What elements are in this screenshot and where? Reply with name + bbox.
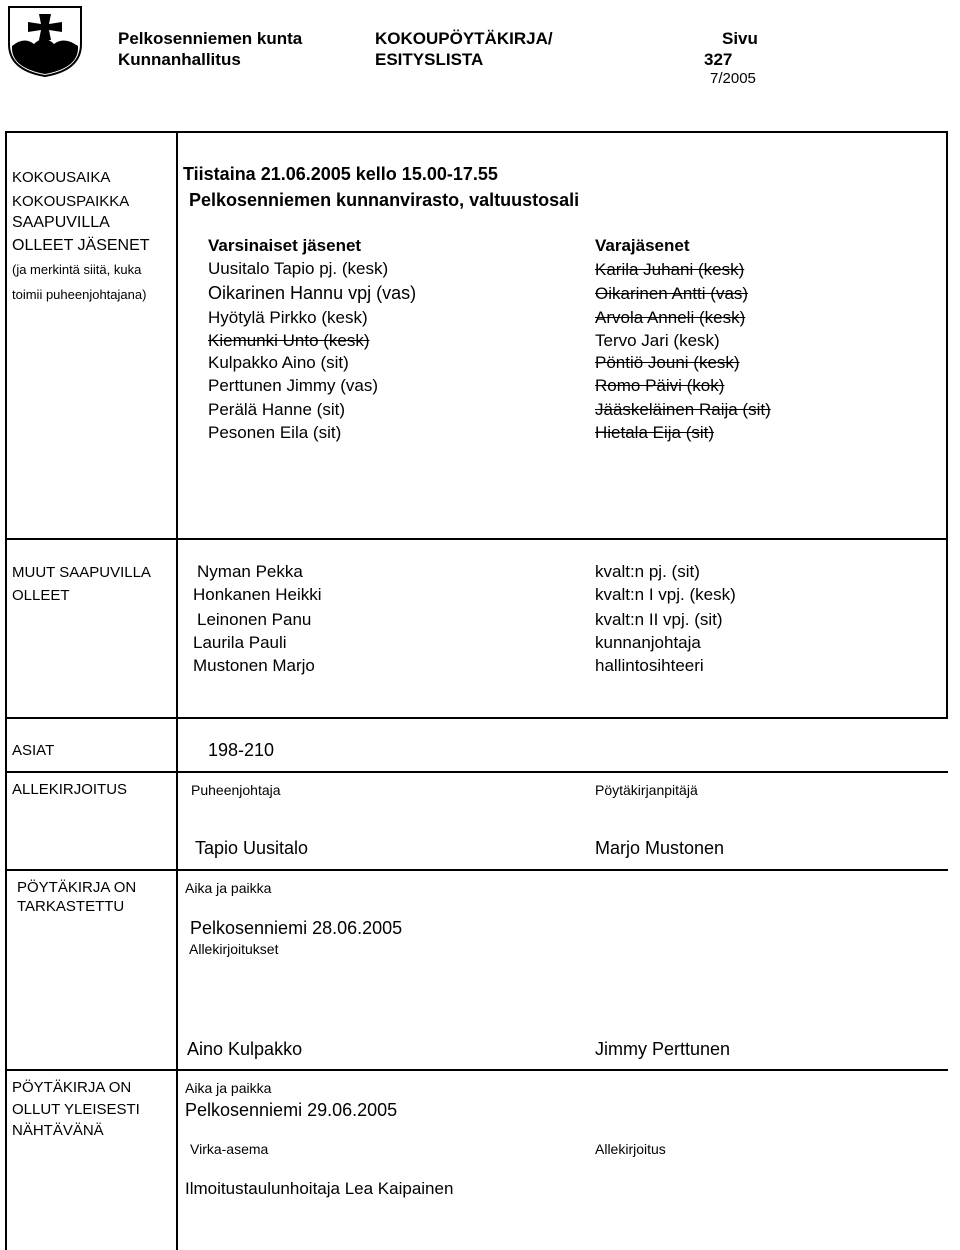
attendance-label-2: OLLEET JÄSENET — [12, 237, 150, 254]
public-signer: Ilmoitustaulunhoitaja Lea Kaipainen — [185, 1179, 454, 1198]
meeting-time-label: KOKOUSAIKA — [12, 169, 111, 186]
other-person-name: Mustonen Marjo — [193, 656, 315, 675]
review-label-2: TARKASTETTU — [17, 898, 125, 915]
public-label-2: OLLUT YLEISESTI — [12, 1101, 140, 1118]
review-place-time-value: Pelkosenniemi 28.06.2005 — [190, 918, 403, 938]
secretary-title: Pöytäkirjanpitäjä — [595, 782, 698, 798]
deputy-row-struck: Pöntiö Jouni (kesk) — [595, 353, 740, 372]
public-label-3: NÄHTÄVÄNÄ — [12, 1122, 104, 1139]
member-row: Kulpakko Aino (sit) — [208, 353, 349, 372]
table-column-divider — [176, 131, 178, 1250]
deputy-row: Tervo Jari (kesk) — [595, 331, 720, 350]
review-signatures-label: Allekirjoitukset — [189, 941, 279, 957]
other-person-name: Leinonen Panu — [197, 610, 312, 629]
public-place-time-value: Pelkosenniemi 29.06.2005 — [185, 1100, 398, 1120]
other-person-role: hallintosihteeri — [595, 656, 704, 675]
other-person-name: Nyman Pekka — [197, 562, 303, 581]
meeting-place-value: Pelkosenniemen kunnanvirasto, valtuustosali — [189, 190, 580, 210]
doc-type-line-1: KOKOUPÖYTÄKIRJA/ — [375, 29, 553, 48]
table-right-border-upper — [946, 131, 948, 719]
others-label-1: MUUT SAAPUVILLA — [12, 564, 151, 581]
deputies-header: Varajäsenet — [595, 236, 690, 255]
body-name: Kunnanhallitus — [118, 50, 241, 69]
other-person-role: kvalt:n pj. (sit) — [595, 562, 700, 581]
member-row: Perttunen Jimmy (vas) — [208, 376, 379, 395]
signature-bottom-border — [5, 869, 948, 871]
member-row: Uusitalo Tapio pj. (kesk) — [208, 259, 389, 278]
deputy-row-struck: Karila Juhani (kesk) — [595, 260, 745, 279]
deputy-row-struck: Romo Päivi (kok) — [595, 376, 725, 395]
public-position-label: Virka-asema — [190, 1141, 269, 1157]
deputy-row-struck: Oikarinen Antti (vas) — [595, 284, 749, 303]
municipality-coat-of-arms — [6, 4, 84, 78]
member-row: Hyötylä Pirkko (kesk) — [208, 308, 368, 327]
reviewer-2: Jimmy Perttunen — [595, 1039, 731, 1059]
other-person-role: kvalt:n I vpj. (kesk) — [595, 585, 736, 604]
member-row: Oikarinen Hannu vpj (vas) — [208, 283, 417, 303]
table-left-border — [5, 131, 7, 1250]
municipality-name: Pelkosenniemen kunta — [118, 29, 303, 48]
items-bottom-border — [5, 771, 948, 773]
review-label-1: PÖYTÄKIRJA ON — [17, 879, 137, 896]
member-row-struck: Kiemunki Unto (kesk) — [208, 331, 370, 350]
member-row: Perälä Hanne (sit) — [208, 400, 346, 419]
chair-title: Puheenjohtaja — [191, 782, 281, 798]
secretary-name: Marjo Mustonen — [595, 838, 725, 858]
doc-type-line-2: ESITYSLISTA — [375, 50, 484, 69]
page-number: 327 — [704, 50, 733, 69]
chair-name: Tapio Uusitalo — [195, 838, 309, 858]
signature-label: ALLEKIRJOITUS — [12, 781, 128, 798]
table-top-border — [5, 131, 948, 133]
review-place-time-label: Aika ja paikka — [185, 880, 272, 896]
doc-number: 7/2005 — [710, 70, 756, 87]
deputy-row-struck: Jääskeläinen Raija (sit) — [595, 400, 771, 419]
review-bottom-border — [5, 1069, 948, 1071]
other-person-role: kvalt:n II vpj. (sit) — [595, 610, 723, 629]
members-header: Varsinaiset jäsenet — [208, 236, 362, 255]
attendance-note-2: toimii puheenjohtajana) — [12, 287, 147, 302]
other-person-name: Honkanen Heikki — [193, 585, 322, 604]
other-person-role: kunnanjohtaja — [595, 633, 701, 652]
deputy-row-struck: Arvola Anneli (kesk) — [595, 308, 746, 327]
items-label: ASIAT — [12, 742, 55, 759]
reviewer-1: Aino Kulpakko — [187, 1039, 303, 1059]
deputy-row-struck: Hietala Eija (sit) — [595, 423, 715, 442]
attendance-bottom-border — [5, 538, 948, 540]
meeting-time-value: Tiistaina 21.06.2005 kello 15.00-17.55 — [183, 164, 498, 184]
attendance-label-1: SAAPUVILLA — [12, 214, 110, 231]
meeting-place-label: KOKOUSPAIKKA — [12, 193, 130, 210]
public-label-1: PÖYTÄKIRJA ON — [12, 1079, 132, 1096]
other-person-name: Laurila Pauli — [193, 633, 287, 652]
attendance-note-1: (ja merkintä siitä, kuka — [12, 262, 142, 277]
page-label: Sivu — [722, 29, 758, 48]
member-row: Pesonen Eila (sit) — [208, 423, 342, 442]
others-bottom-border — [5, 717, 948, 719]
items-value: 198-210 — [208, 740, 275, 760]
public-place-time-label: Aika ja paikka — [185, 1080, 272, 1096]
public-signature-label: Allekirjoitus — [595, 1141, 666, 1157]
others-label-2: OLLEET — [12, 587, 70, 604]
